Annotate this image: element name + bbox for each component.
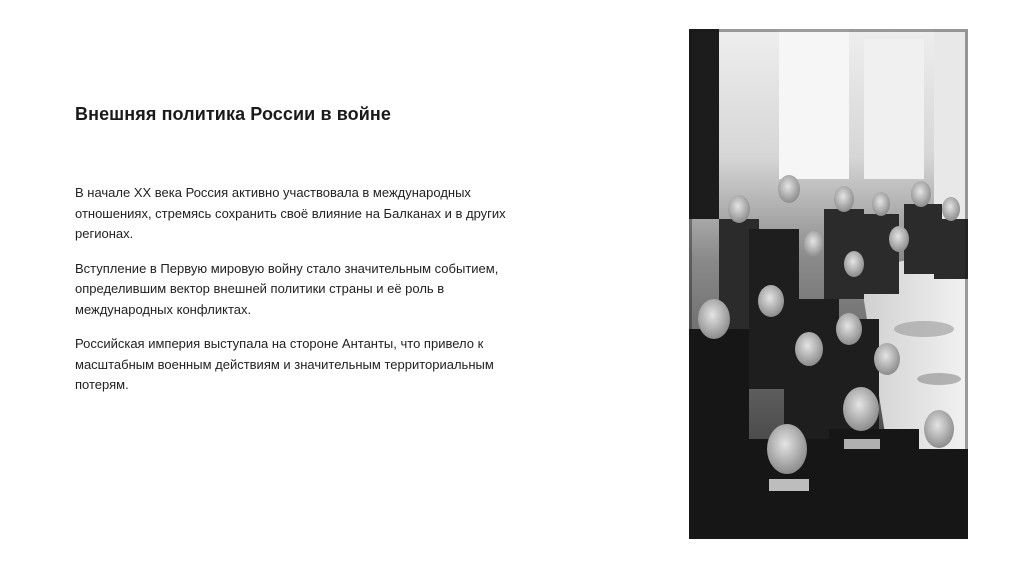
slide-title: Внешняя политика России в войне bbox=[75, 104, 391, 124]
historical-photo-image bbox=[689, 29, 968, 539]
paragraph-2: Вступление в Первую мировую войну стало значительным событием, определившим вектор внешней политики страны и её роль в международных конфликтах. bbox=[75, 260, 499, 317]
paragraph-1: В начале XX века Россия активно участвовала в международных отношениях, стремясь сохранить своё влияние на Балканах и в других регионах. bbox=[75, 185, 506, 241]
slide-body bbox=[75, 183, 545, 410]
paragraph-3: Российская империя выступала на стороне Антанты, что привело к масштабным военным действиям и значительным территориальным потерям. bbox=[75, 336, 494, 392]
historical-photo bbox=[689, 29, 968, 539]
